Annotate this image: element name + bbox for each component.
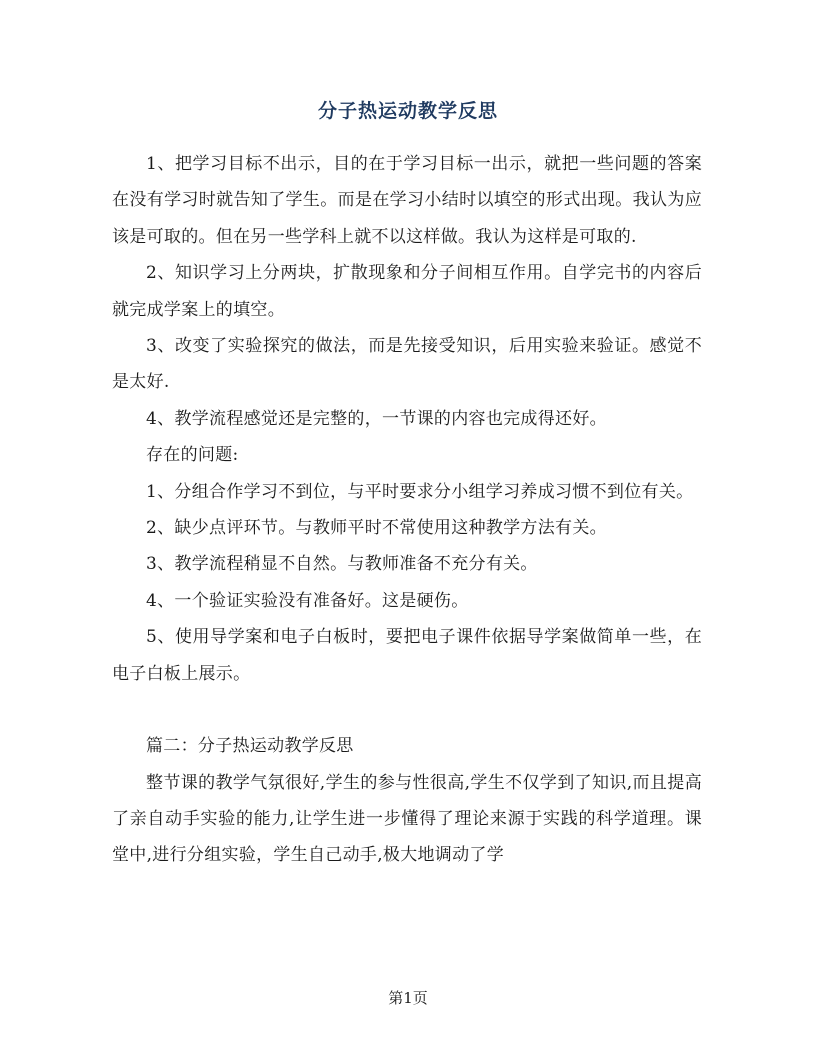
section2-paragraph-1: 整节课的教学气氛很好,学生的参与性很高,学生不仅学到了知识,而且提高了亲自动手实验的能力,让学生进一步懂得了理论来源于实践的科学道理。课堂中,进行分组实验，学生自己动手,极大地调动了学: [112, 772, 702, 866]
document-title: 分子热运动教学反思: [317, 100, 498, 122]
page-number: 第1页: [388, 989, 428, 1007]
paragraph-2: 2、知识学习上分两块，扩散现象和分子间相互作用。自学完书的内容后就完成学案上的填空。: [112, 263, 702, 320]
problem-3: 3、教学流程稍显不自然。与教师准备不充分有关。: [146, 554, 538, 575]
problem-4: 4、一个验证实验没有准备好。这是硬伤。: [146, 590, 469, 611]
document-body: [112, 146, 702, 874]
section2-heading: 篇二：分子热运动教学反思: [146, 736, 354, 757]
problem-2: 2、缺少点评环节。与教师平时不常使用这种教学方法有关。: [146, 518, 607, 539]
paragraph-4: 4、教学流程感觉还是完整的，一节课的内容也完成得还好。: [146, 408, 607, 429]
paragraph-1: 1、把学习目标不出示，目的在于学习目标一出示，就把一些问题的答案在没有学习时就告知了学生。而是在学习小结时以填空的形式出现。我认为应该是可取的。但在另一些学科上就不以这样做。我认为这样是可取的.: [112, 154, 702, 247]
problems-heading: 存在的问题:: [146, 445, 239, 466]
problem-1: 1、分组合作学习不到位，与平时要求分小组学习养成习惯不到位有关。: [146, 481, 694, 502]
section-gap: [112, 692, 702, 728]
problem-5: 5、使用导学案和电子白板时，要把电子课件依据导学案做简单一些，在电子白板上展示。: [112, 627, 702, 684]
paragraph-3: 3、改变了实验探究的做法，而是先接受知识，后用实验来验证。感觉不是太好.: [112, 336, 702, 393]
